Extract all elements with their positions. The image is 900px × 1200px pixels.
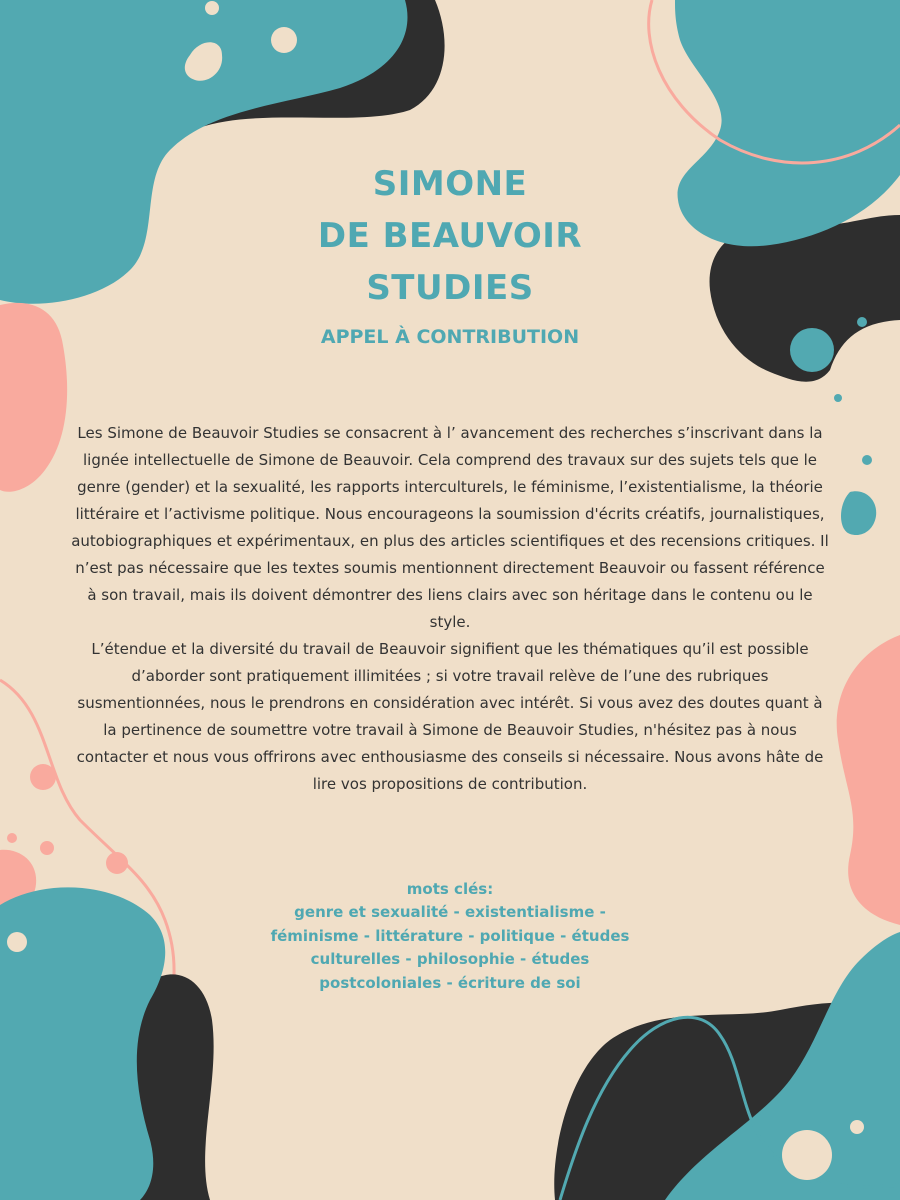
teal-dot-small-3 (862, 455, 872, 465)
coral-blob-left (0, 303, 67, 492)
subtitle: APPEL À CONTRIBUTION (320, 326, 580, 348)
coral-blob-right (837, 635, 900, 925)
title-line-2: DE BEAUVOIR (317, 216, 583, 256)
teal-small-blob-right (841, 491, 876, 535)
title-line-1: SIMONE (372, 164, 528, 204)
title-line-3: STUDIES (366, 268, 534, 308)
paragraph-intro: Les Simone de Beauvoir Studies se consacrent à l’ avancement des recherches s’inscrivant dans la lignée intellectuelle de Simone de Beauvoir. Cela comprend des travaux sur des sujets tels que le genre (gender) et la sexualité, les rapports interculturels, le féminisme, l’existentialisme, la théorie littéraire et l’activisme politique. Nous encourageons la soumission d'écrits créatifs, journalistiques, autobiographiques et expérimentaux, en plus des articles scientifiques et des recensions critiques. Il n’est pas nécessaire que les textes soumis mentionnent directement Beauvoir ou fassent référence à son travail, mais ils doivent démontrer des liens clairs avec son héritage dans le contenu ou le style. (71, 424, 829, 631)
cream-dot-bottom-right-small (850, 1120, 864, 1134)
coral-dot-2 (106, 852, 128, 874)
teal-blob-top-right (675, 0, 900, 246)
coral-dot-3 (40, 841, 54, 855)
paragraph-scope: L’étendue et la diversité du travail de Beauvoir signifient que les thématiques qu’il est possible d’aborder sont pratiquement illimitées ; si votre travail relève de l’une des rubriques susmentionnées, nous le prendrons en considération avec intérêt. Si vous avez des doutes quant à la pertinence de soumettre votre travail à Simone de Beauvoir Studies, n'hésitez pas à nous contacter et nous vous offrirons avec enthousiasme des conseils si nécessaire. Nous avons hâte de lire vos propositions de contribution. (76, 640, 824, 793)
cream-dot-bottom-left (7, 932, 27, 952)
cream-dot-small-top (205, 1, 219, 15)
cream-dot-bottom-right-large (782, 1130, 832, 1180)
teal-dot-small-1 (857, 317, 867, 327)
coral-dot-4 (7, 833, 17, 843)
keywords-label: mots clés: (406, 880, 494, 898)
teal-dot-right (790, 328, 834, 372)
keywords-list: genre et sexualité - existentialisme - féminisme - littérature - politique - études culturelles - philosophie - études postcoloniales - écriture de soi (270, 903, 630, 992)
coral-dot-1 (30, 764, 56, 790)
cream-dot-top-left (271, 27, 297, 53)
teal-dot-small-2 (834, 394, 842, 402)
